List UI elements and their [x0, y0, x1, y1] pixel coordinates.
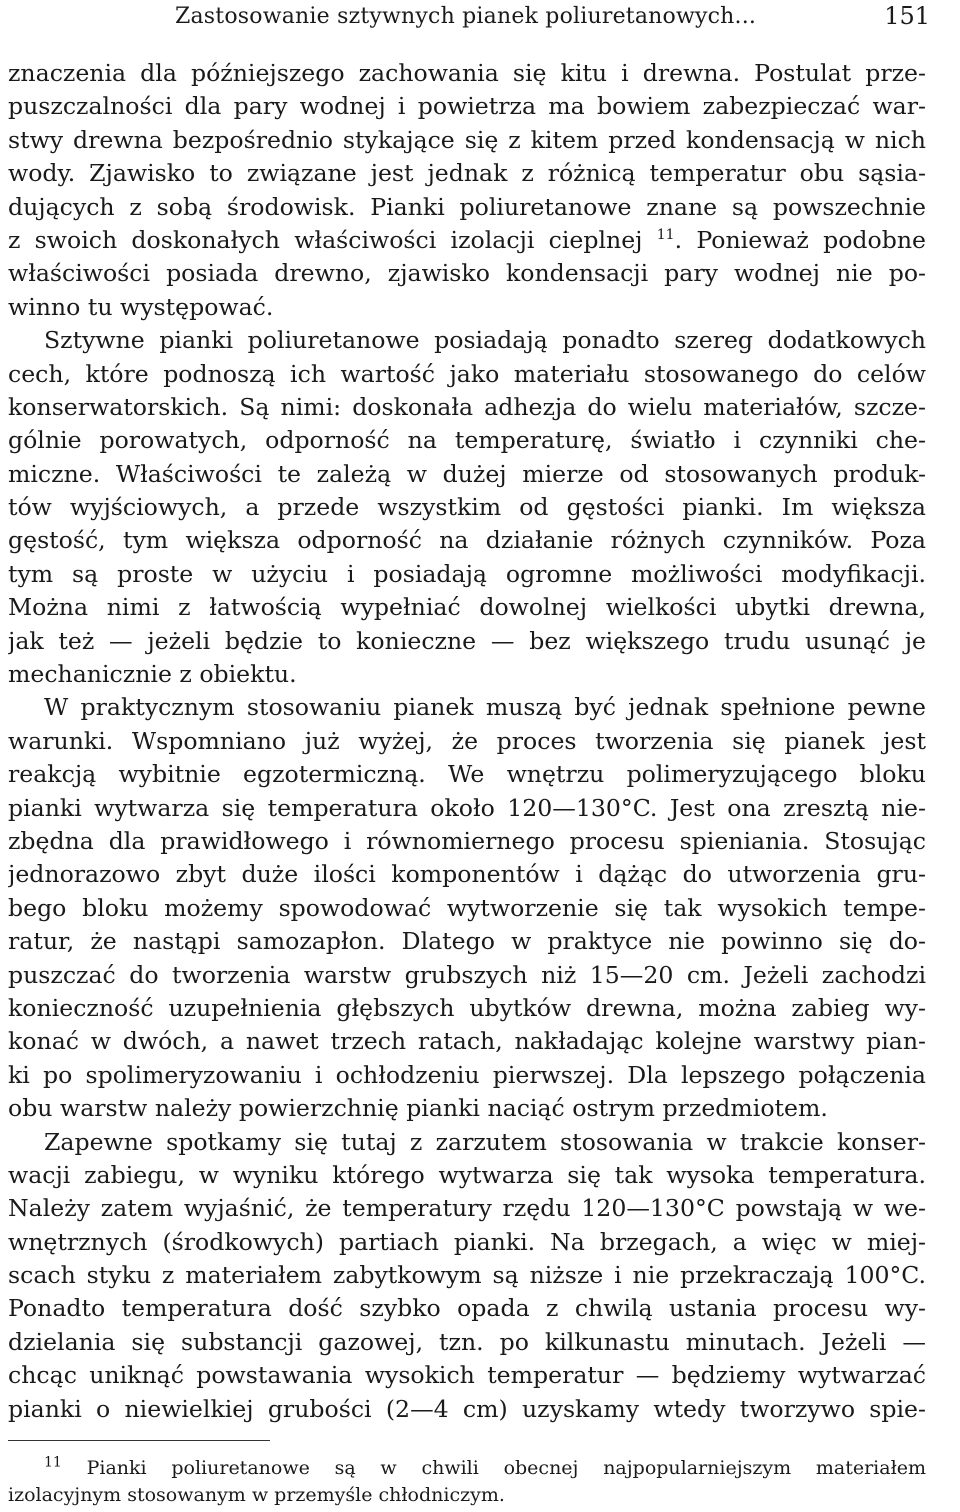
text-line: cech, które podnoszą ich wartość jako materiału stosowanego do celów — [8, 359, 926, 388]
text-line: tym są proste w użyciu i posiadają ogromne możliwości modyfikacji. — [8, 559, 926, 588]
text-line: Należy zatem wyjaśnić, że temperatury rzędu 120—130°C powstają w we- — [8, 1194, 926, 1223]
footnote-divider — [8, 1440, 270, 1441]
text-line: konserwatorskich. Są nimi: doskonała adhezja do wielu materiałów, szcze- — [8, 392, 926, 421]
text-line: W praktycznym stosowaniu pianek muszą być jednak spełnione pewne — [44, 693, 926, 722]
text-line: tów wyjściowych, a przede wszystkim od gęstości pianki. Im większa — [8, 493, 926, 522]
text-line: właściwości posiada drewno, zjawisko kondensacji pary wodnej nie po- — [8, 259, 926, 288]
text-line: chcąc uniknąć powstawania wysokich temperatur — będziemy wytwarzać — [8, 1361, 926, 1390]
text-line: wnętrznych (środkowych) partiach pianki. Na brzegach, a więc w miej- — [8, 1227, 926, 1256]
footnote-reference: 11 — [656, 227, 675, 244]
text-line: zbędna dla prawidłowego i równomiernego procesu spieniania. Stosując — [8, 826, 926, 855]
text-line: Można nimi z łatwością wypełniać dowolnej wielkości ubytki drewna, — [8, 593, 926, 622]
text-line: wody. Zjawisko to związane jest jednak z różnicą temperatur obu sąsia- — [8, 159, 926, 188]
text-line: scach styku z materiałem zabytkowym są niższe i nie przekraczają 100°C. — [8, 1261, 926, 1290]
text-line: znaczenia dla późniejszego zachowania się kitu i drewna. Postulat prze- — [8, 59, 926, 87]
footnote-text: Pianki poliuretanowe są w chwili obecnej najpopularniejszym materiałem — [86, 1457, 926, 1479]
text-line: jednorazowo zbyt duże ilości komponentów i dążąc do utworzenia gru- — [8, 860, 926, 889]
text-line: konieczność uzupełnienia głębszych ubytków drewna, można zabieg wy- — [8, 993, 926, 1022]
text-line: stwy drewna bezpośrednio stykające się z kitem przed kondensacją w nich — [8, 125, 926, 154]
text-line: winno tu występować. — [8, 292, 274, 321]
footnote-line: izolacyjnym stosowanym w przemyśle chłodniczym. — [8, 1484, 505, 1506]
running-title: Zastosowanie sztywnych pianek poliuretanowych... — [175, 4, 757, 29]
footnote-marker: 11 — [44, 1454, 62, 1471]
text-line: reakcją wybitnie egzotermiczną. We wnętrzu polimeryzującego bloku — [8, 760, 926, 789]
text-line: konać w dwóch, a nawet trzech ratach, nakładając kolejne warstwy pian- — [8, 1027, 926, 1056]
text-fragment: z swoich doskonałych właściwości izolacji cieplnej — [8, 225, 643, 254]
body-text — [8, 57, 926, 1426]
text-line: ratur, że nastąpi samozapłon. Dlatego w praktyce nie powinno się do- — [8, 927, 926, 956]
text-line: gęstość, tym większa odporność na działanie różnych czynników. Poza — [8, 526, 926, 555]
text-line: jak też — jeżeli będzie to konieczne — bez większego trudu usunąć je — [8, 626, 926, 655]
text-line: wacji zabiegu, w wyniku którego wytwarza się tak wysoka temperatura. — [8, 1160, 926, 1189]
text-line: gólnie porowatych, odporność na temperaturę, światło i czynniki che- — [8, 426, 926, 455]
text-fragment: . Ponieważ podobne — [674, 225, 926, 254]
text-line: bego bloku możemy spowodować wytworzenie się tak wysokich tempe- — [8, 893, 926, 922]
text-line: Ponadto temperatura dość szybko opada z chwilą ustania procesu wy- — [8, 1294, 926, 1323]
footnote-line — [8, 1455, 926, 1482]
text-line: pianki o niewielkiej grubości (2—4 cm) uzyskamy wtedy tworzywo spie- — [8, 1394, 926, 1423]
text-line: dzielania się substancji gazowej, tzn. po kilkunastu minutach. Jeżeli — — [8, 1327, 926, 1356]
text-line: dujących z sobą środowisk. Pianki poliuretanowe znane są powszechnie — [8, 192, 926, 221]
text-line: mechanicznie z obiektu. — [8, 660, 297, 689]
text-line: Sztywne pianki poliuretanowe posiadają ponadto szereg dodatkowych — [44, 326, 926, 355]
text-line-with-footnote-ref — [8, 224, 926, 257]
text-line: ki po spolimeryzowaniu i ochłodzeniu pierwszej. Dla lepszego połączenia — [8, 1060, 926, 1089]
footnote — [8, 1455, 926, 1509]
text-line: obu warstw należy powierzchnię pianki naciąć ostrym przedmiotem. — [8, 1094, 828, 1123]
text-line: pianki wytwarza się temperatura około 120—130°C. Jest ona zresztą nie- — [8, 793, 926, 822]
page-number: 151 — [884, 2, 930, 30]
running-header — [0, 0, 960, 40]
text-line: puszczalności dla pary wodnej i powietrza ma bowiem zabezpieczać war- — [8, 92, 926, 121]
text-line: miczne. Właściwości te zależą w dużej mierze od stosowanych produk- — [8, 459, 926, 488]
text-line: puszczać do tworzenia warstw grubszych niż 15—20 cm. Jeżeli zachodzi — [8, 960, 926, 989]
text-line: warunki. Wspomniano już wyżej, że proces tworzenia się pianek jest — [8, 726, 926, 755]
text-line: Zapewne spotkamy się tutaj z zarzutem stosowania w trakcie konser- — [44, 1127, 926, 1156]
